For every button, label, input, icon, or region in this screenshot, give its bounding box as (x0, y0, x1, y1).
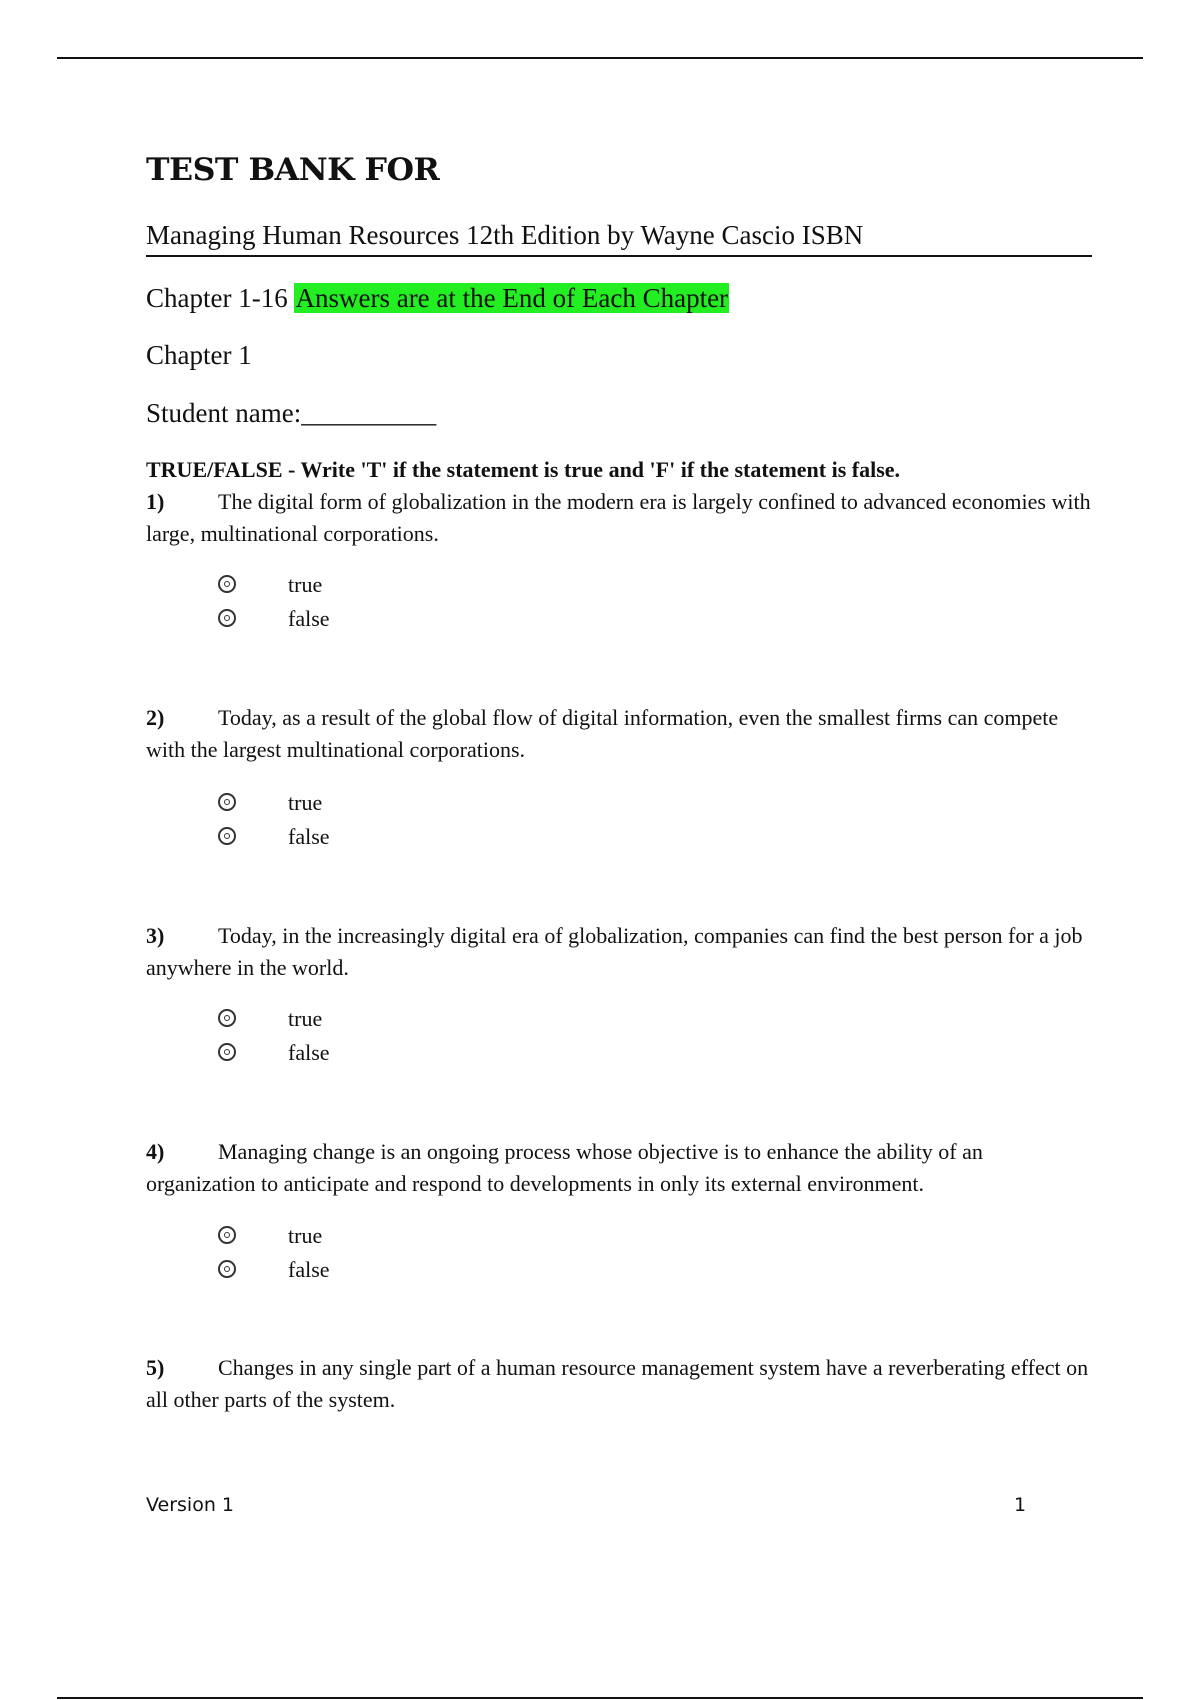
question-number: 4) (146, 1139, 165, 1164)
answers-note-highlight: Answers are at the End of Each Chapter (295, 283, 729, 313)
option-label: true (288, 572, 323, 597)
question-1 (146, 486, 1094, 550)
question-number: 1) (146, 489, 165, 514)
chapter-heading: Chapter 1 (146, 340, 252, 370)
bottom-rule (57, 1697, 1143, 1699)
chapter-range: Chapter 1-16 (146, 283, 288, 313)
radio-icon[interactable] (218, 575, 236, 593)
radio-icon[interactable] (218, 793, 236, 811)
question-3 (146, 920, 1094, 984)
question-number: 2) (146, 705, 165, 730)
page-title: TEST BANK FOR (146, 152, 440, 188)
student-name-field: Student name:__________ (146, 398, 437, 428)
question-2 (146, 702, 1094, 766)
section-instructions: TRUE/FALSE - Write 'T' if the statement is true and 'F' if the statement is false. (146, 457, 901, 482)
radio-icon[interactable] (218, 1226, 236, 1244)
question-4 (146, 1136, 1094, 1200)
option-label: true (288, 1006, 323, 1031)
question-text: Today, as a result of the global flow of digital information, even the smallest firms can compete with the largest multinational corporations. (146, 705, 1059, 762)
radio-icon[interactable] (218, 609, 236, 627)
chapter-range-line (146, 283, 729, 314)
radio-icon[interactable] (218, 827, 236, 845)
option-label: false (288, 1040, 330, 1065)
question-5 (146, 1352, 1094, 1416)
option-label: false (288, 606, 330, 631)
question-number: 5) (146, 1355, 165, 1380)
question-text: The digital form of globalization in the modern era is largely confined to advanced economies with large, multinational corporations. (146, 489, 1091, 546)
option-label: true (288, 1223, 323, 1248)
book-title: Managing Human Resources 12th Edition by Wayne Cascio ISBN (146, 220, 1092, 257)
question-text: Managing change is an ongoing process whose objective is to enhance the ability of an organization to anticipate and respond to developments in only its external environment. (146, 1139, 983, 1196)
option-label: false (288, 824, 330, 849)
top-rule (57, 57, 1143, 59)
footer-version: Version 1 (146, 1494, 234, 1516)
question-text: Today, in the increasingly digital era of globalization, companies can find the best person for a job anywhere in the world. (146, 923, 1083, 980)
radio-icon[interactable] (218, 1009, 236, 1027)
footer-page-number: 1 (1014, 1494, 1027, 1516)
radio-icon[interactable] (218, 1260, 236, 1278)
option-label: false (288, 1257, 330, 1282)
question-text: Changes in any single part of a human resource management system have a reverberating effect on all other parts of the system. (146, 1355, 1089, 1412)
radio-icon[interactable] (218, 1043, 236, 1061)
question-number: 3) (146, 923, 165, 948)
option-label: true (288, 790, 323, 815)
